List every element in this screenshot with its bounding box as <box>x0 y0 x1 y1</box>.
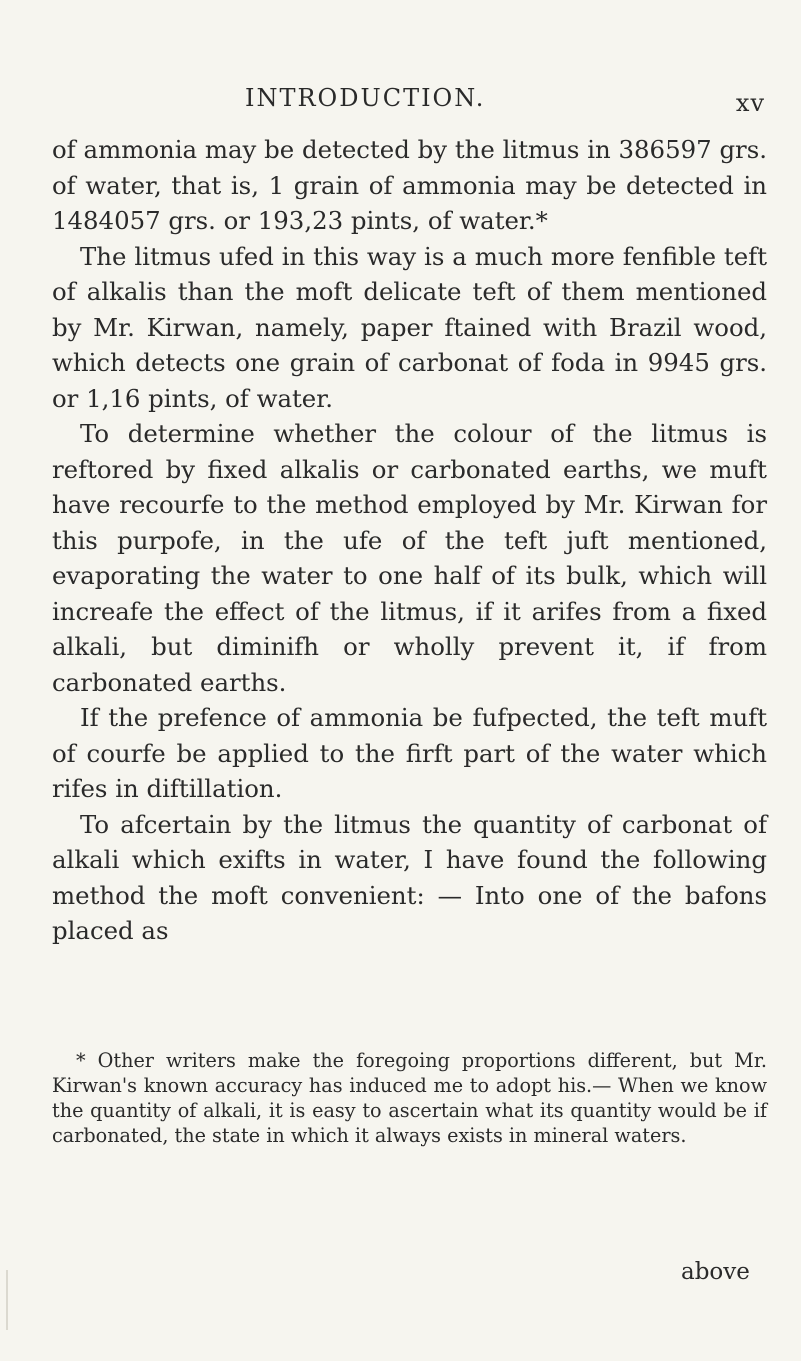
footnote <box>52 1048 767 1148</box>
footnote-text: * Other writers make the foregoing proportions different, but Mr. Kirwan's known accuracy has induced me to adopt his.— When we know the quantity of alkali, it is easy to ascertain what its quantity would be if carbonated, the state in which it always exists in mineral waters. <box>52 1049 767 1147</box>
body-text <box>52 132 767 949</box>
paragraph-5: To afcertain by the litmus the quantity of carbonat of alkali which exifts in water, I have found the following method the moft convenient: — Into one of the bafons placed as <box>52 809 767 945</box>
paragraph-2: The litmus ufed in this way is a much more fenfible teft of alkalis than the moft delicate teft of them mentioned by Mr. Kirwan, namely, paper ftained with Brazil wood, which detects one grain of carbonat of foda in 9945 grs. or 1,16 pints, of water. <box>52 241 767 413</box>
running-title: INTRODUCTION. <box>245 84 486 112</box>
page-header <box>245 84 765 124</box>
catchword: above <box>681 1259 750 1285</box>
paragraph-3: To determine whether the colour of the litmus is reftored by fixed alkalis or carbonated earths, we muft have recourfe to the method employed by Mr. Kirwan for this purpofe, in the ufe of the teft juft mentioned, evaporating the water to one half of its bulk, which will increafe the effect of the litmus, if it arifes from a fixed alkali, but diminifh or wholly prevent it, if from carbonated earths. <box>52 419 767 697</box>
page-number: xv <box>735 89 765 117</box>
page-edge-mark <box>6 1270 14 1330</box>
paragraph-4: If the prefence of ammonia be fufpected, the teft muft of courfe be applied to the firft part of the water which rifes in diftillation. <box>52 703 767 803</box>
paragraph-1: of ammonia may be detected by the litmus in 386597 grs. of water, that is, 1 grain of ammonia may be detected in 1484057 grs. or 193,23 pints, of water.* <box>52 135 767 235</box>
